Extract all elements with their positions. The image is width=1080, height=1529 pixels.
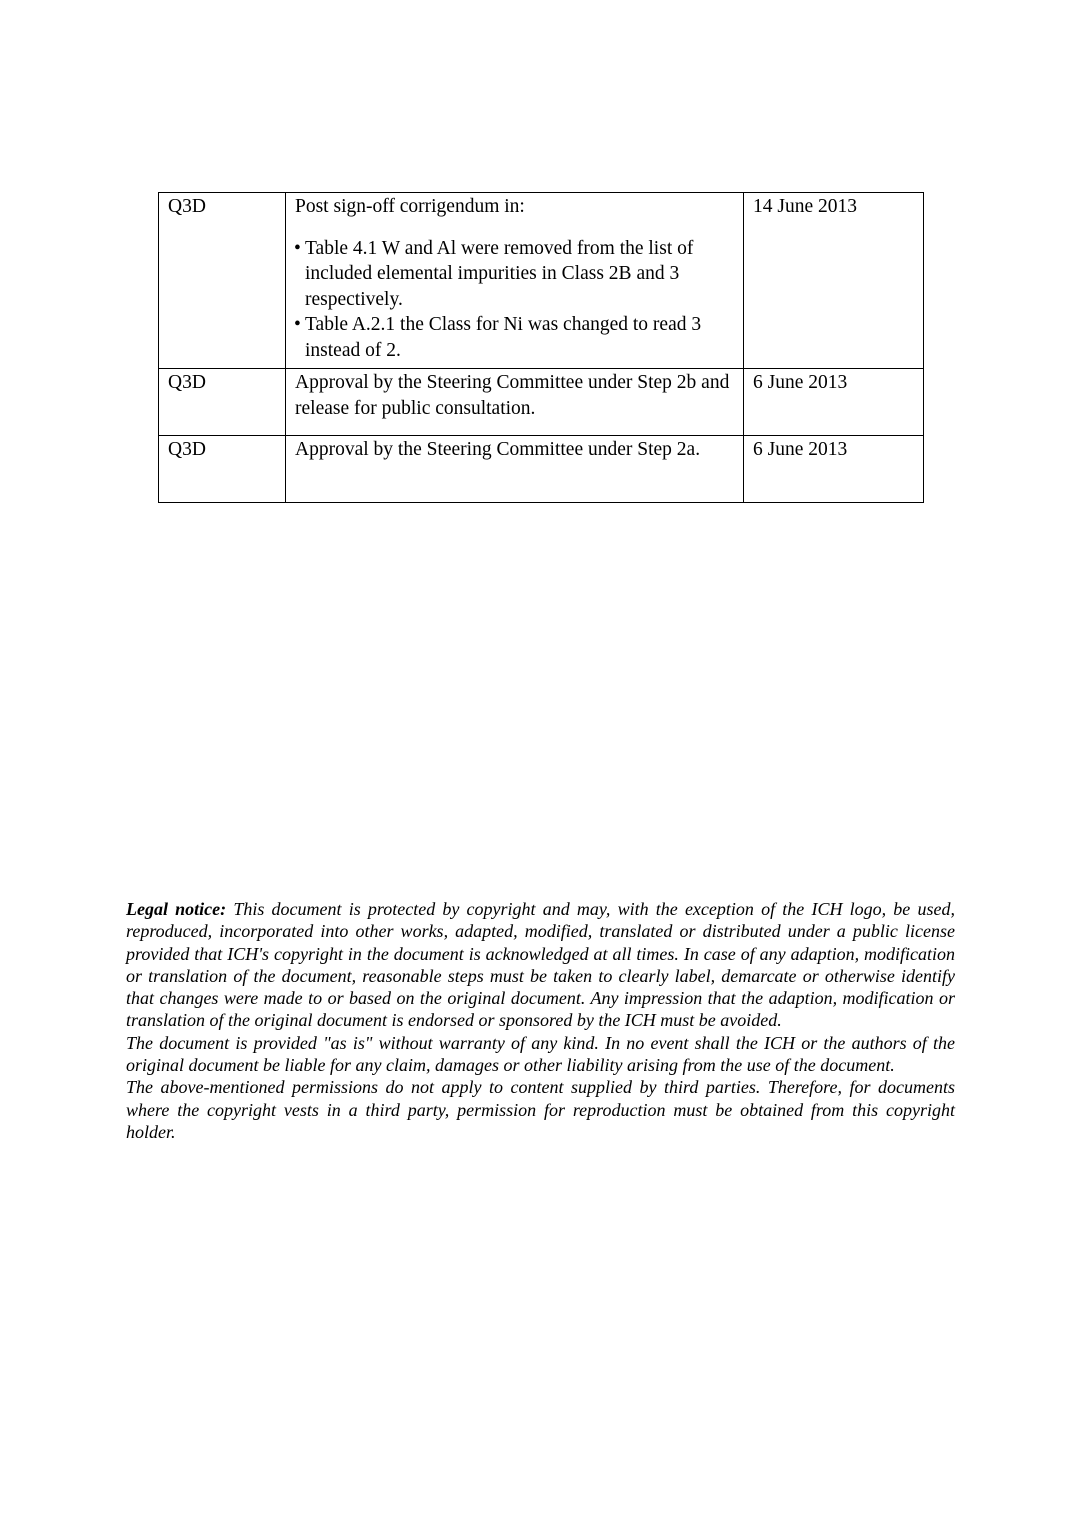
legal-paragraph: The document is provided "as is" without warranty of any kind. In no event shall the ICH or the authors of the original document be liable for any claim, damages or other liability arising from the use of the document. xyxy=(126,1032,955,1076)
code-cell: Q3D xyxy=(159,369,286,436)
legal-text: This document is protected by copyright and may, with the exception of the ICH logo, be used, reproduced, incorporated into other works, adapted, modified, translated or distributed under a public license provided that ICH's copyright in the document is acknowledged at all times. In case of any adaption, modification or translation of the document, reasonable steps must be taken to clearly label, demarcate or otherwise identify that changes were made to or based on the original document. Any impression that the adaption, modification or translation of the original document is endorsed or sponsored by the ICH must be avoided. xyxy=(126,899,955,1031)
bullet-icon: • xyxy=(294,237,301,259)
document-history-table xyxy=(158,192,924,503)
history-description-cell xyxy=(286,193,744,369)
date-cell: 6 June 2013 xyxy=(744,369,924,436)
change-list xyxy=(295,236,734,364)
list-item-text: Table A.2.1 the Class for Ni was changed to read 3 instead of 2. xyxy=(305,314,702,361)
corrigendum-intro: Post sign-off corrigendum in: xyxy=(295,196,525,217)
history-description-cell: Approval by the Steering Committee under Step 2b and release for public consultation. xyxy=(286,369,744,436)
legal-notice xyxy=(126,898,955,1143)
code-cell: Q3D xyxy=(159,193,286,369)
legal-paragraph: The above-mentioned permissions do not apply to content supplied by third parties. Therefore, for documents where the copyright vests in a third party, permission for reproduction must be obtained from this copyright holder. xyxy=(126,1077,955,1142)
code-cell: Q3D xyxy=(159,436,286,503)
list-item-text: Table 4.1 W and Al were removed from the list of included elemental impurities in Class 2B and 3 respectively. xyxy=(305,237,694,310)
list-item xyxy=(295,312,734,363)
table-row xyxy=(159,436,924,503)
table-row xyxy=(159,193,924,369)
date-cell: 14 June 2013 xyxy=(744,193,924,369)
legal-paragraph xyxy=(126,898,955,1032)
list-item xyxy=(295,236,734,313)
date-cell: 6 June 2013 xyxy=(744,436,924,503)
table-row xyxy=(159,369,924,436)
bullet-icon: • xyxy=(294,314,301,335)
legal-notice-label: Legal notice: xyxy=(126,899,227,919)
history-description-cell: Approval by the Steering Committee under Step 2a. xyxy=(286,436,744,503)
